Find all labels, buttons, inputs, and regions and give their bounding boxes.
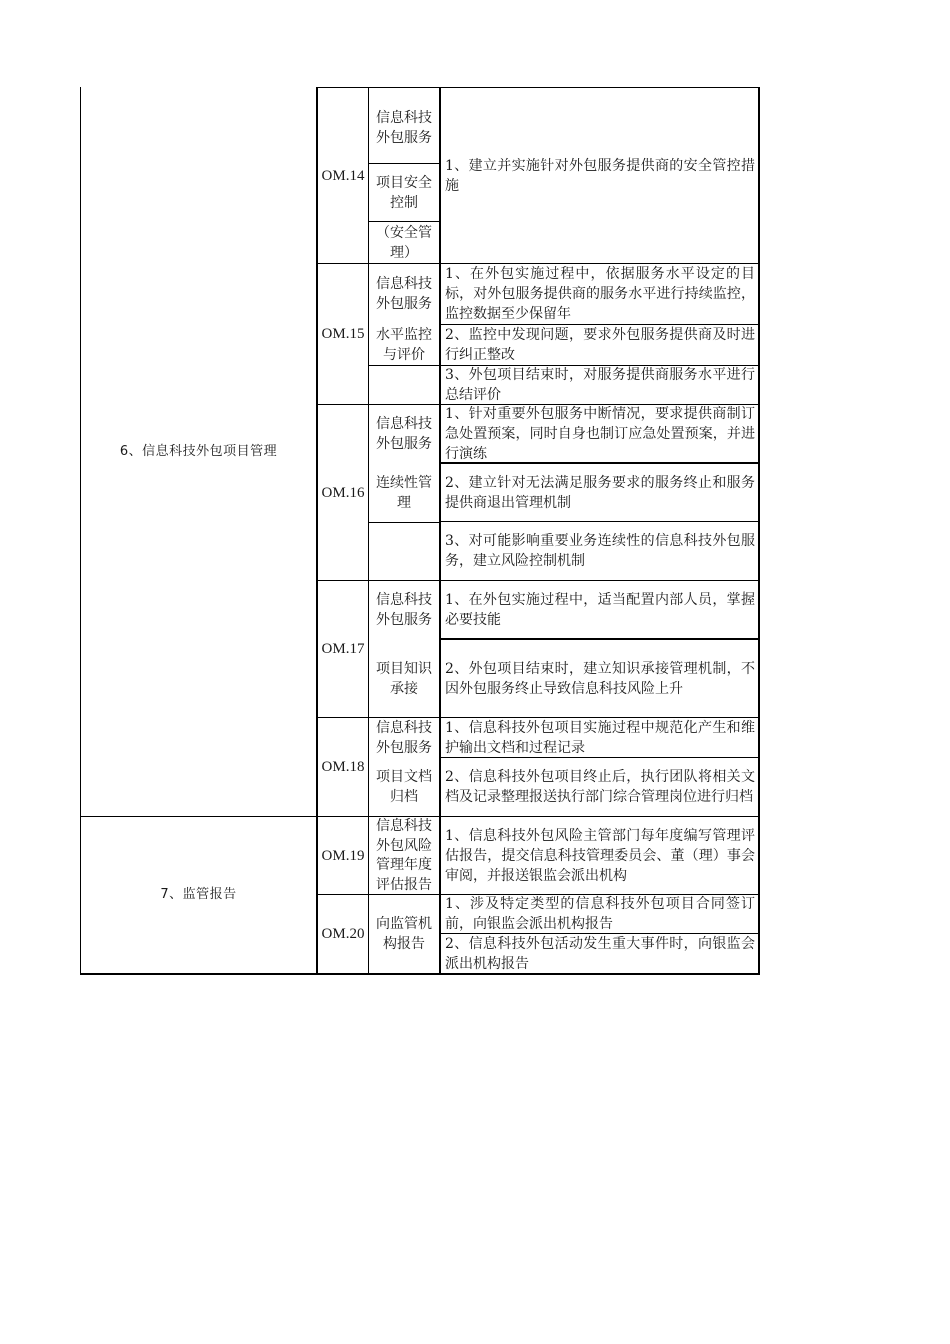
requirement-cell: 1、涉及特定类型的信息科技外包项目合同签订前，向银监会派出机构报告 (445, 896, 755, 932)
sub-item: 信息科技外包风险 (376, 818, 432, 854)
sub-item: 项目文档归档 (376, 769, 432, 805)
sub-item: 管理年度评估报告 (376, 856, 432, 893)
item-code: OM.16 (321, 484, 365, 501)
sub-item: 信息科技外包服务 (376, 591, 432, 628)
sub-item: 向监管机构报告 (376, 916, 432, 952)
requirement-cell: 2、外包项目结束时，建立知识承接管理机制，不因外包服务终止导致信息科技风险上升 (445, 660, 755, 697)
item-code: OM.18 (321, 759, 365, 775)
table-border-bottom (80, 973, 760, 975)
sub-item: 连续性管理 (376, 474, 432, 511)
requirement-cell: 1、信息科技外包项目实施过程中规范化产生和维护输出文档和过程记录 (445, 719, 755, 756)
requirement-cell: 1、建立并实施针对外包服务提供商的安全管控措施 (445, 157, 755, 194)
requirement-cell: 1、在外包实施过程中，依据服务水平设定的目标，对外包服务提供商的服务水平进行持续监控，监控数据至少保留年 (445, 266, 755, 322)
requirement-cell: 1、信息科技外包风险主管部门每年度编写管理评估报告，提交信息科技管理委员会、董（理）事会审阅，并报送银监会派出机构 (445, 827, 755, 884)
item-code: OM.15 (321, 326, 365, 342)
requirement-cell: 2、建立针对无法满足服务要求的服务终止和服务提供商退出管理机制 (445, 474, 755, 511)
item-code: OM.20 (321, 926, 365, 942)
sub-divider (368, 522, 440, 523)
category-cell: 6、信息科技外包项目管理 (119, 443, 278, 459)
table-border-right (758, 87, 760, 974)
category-cell: 7、监管报告 (160, 887, 237, 902)
sub-item: 项目安全控制 (376, 174, 432, 211)
sub-item: 信息科技外包服务 (376, 415, 432, 452)
requirement-cell: 2、信息科技外包活动发生重大事件时，向银监会派出机构报告 (445, 935, 755, 972)
sub-item: 信息科技外包服务 (376, 276, 432, 312)
sub-item: 信息科技外包服务 (376, 110, 432, 146)
sub-item: 项目知识承接 (376, 660, 432, 697)
sub-item: 信息科技外包服务 (376, 719, 432, 756)
requirement-cell: 3、对可能影响重要业务连续性的信息科技外包服务，建立风险控制机制 (445, 533, 755, 569)
requirement-cell: 2、监控中发现问题，要求外包服务提供商及时进行纠正整改 (445, 327, 755, 363)
requirement-cell: 1、在外包实施过程中，适当配置内部人员，掌握必要技能 (445, 591, 755, 628)
item-code: OM.17 (321, 641, 365, 657)
sub-divider (368, 365, 440, 366)
requirement-cell: 2、信息科技外包项目终止后，执行团队将相关文档及记录整理报送执行部门综合管理岗位进行归档 (445, 769, 755, 805)
sub-item: （安全管理） (376, 224, 432, 261)
sub-item: 水平监控与评价 (376, 326, 432, 363)
requirement-cell: 1、针对重要外包服务中断情况，要求提供商制订急处置预案，同时自身也制订应急处置预案，并进行演练 (445, 405, 755, 462)
item-code: OM.14 (321, 167, 365, 184)
item-code: OM.19 (321, 847, 365, 864)
requirement-cell: 3、外包项目结束时，对服务提供商服务水平进行总结评价 (445, 367, 755, 403)
